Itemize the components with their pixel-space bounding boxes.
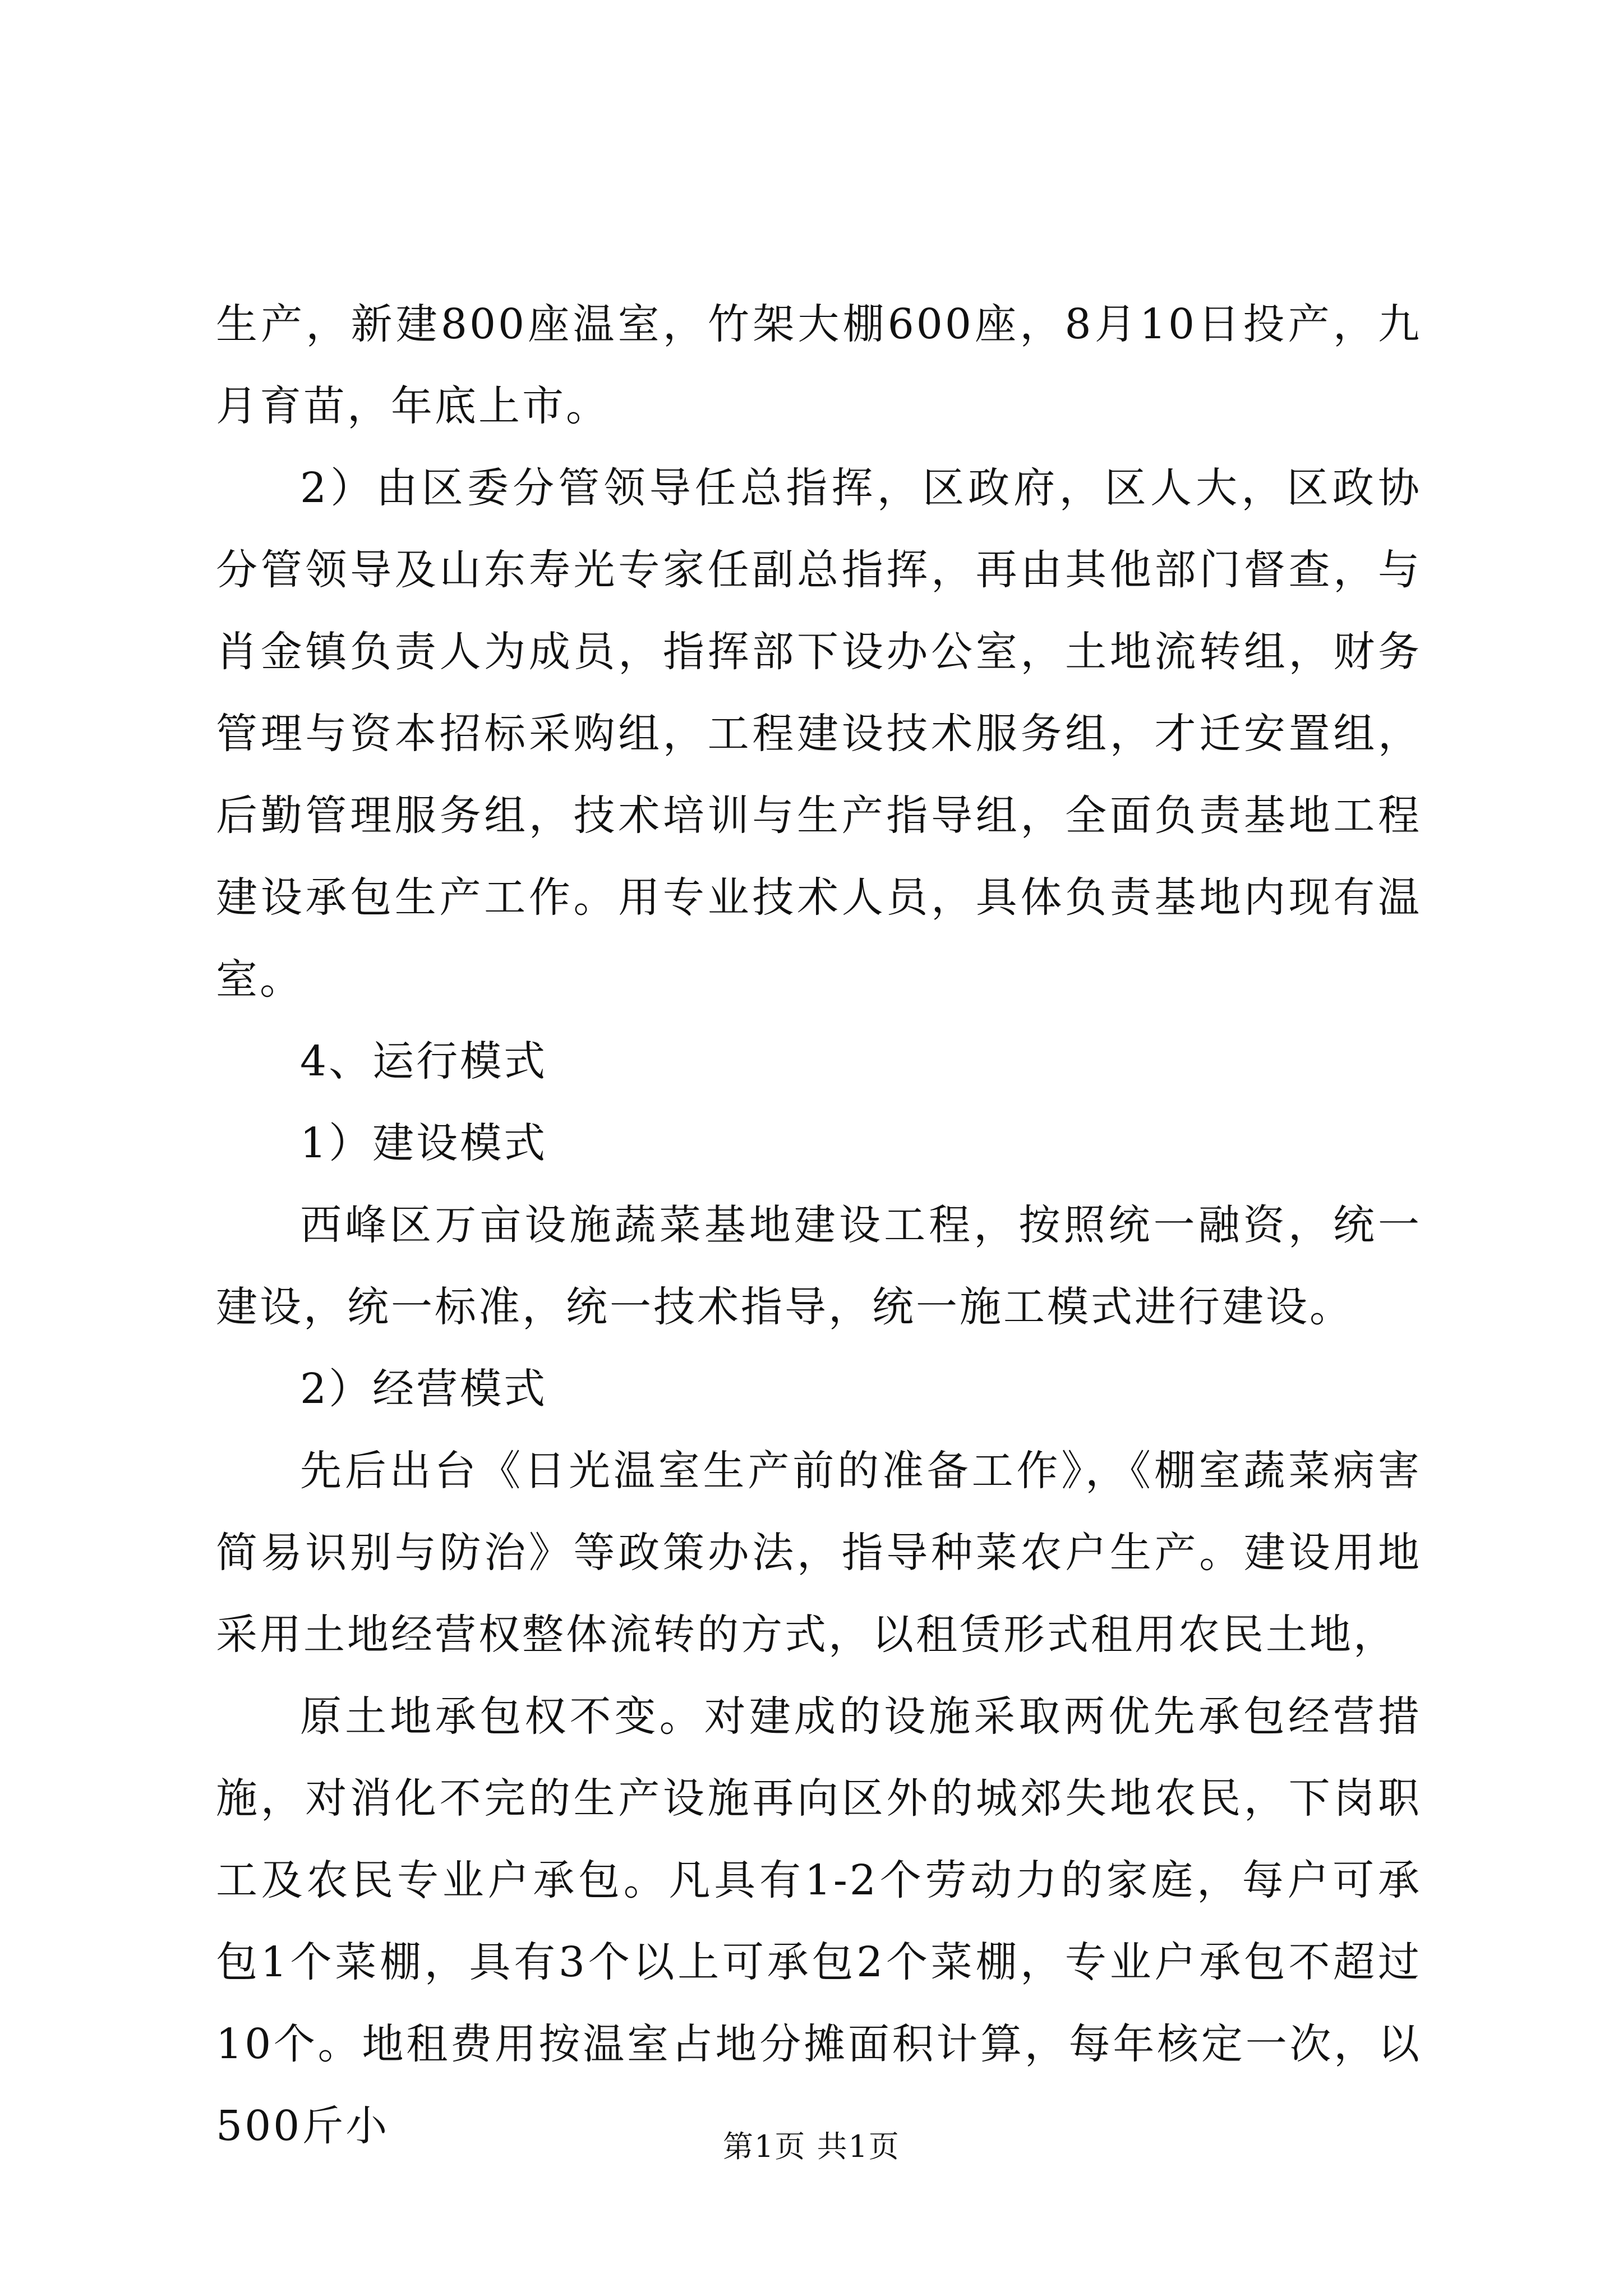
paragraph-1: 生产，新建800座温室，竹架大棚600座，8月10日投产，九月育苗，年底上市。	[216, 300, 1422, 430]
paragraph-business-1: 先后出台《日光温室生产前的准备工作》，《棚室蔬菜病害简易识别与防治》等政策办法，指导种菜农户生产。建设用地采用土地经营权整体流转的方式，以租赁形式租用农民土地，	[216, 1447, 1422, 1659]
page-number-label: 第1页 共1页	[723, 2129, 900, 2164]
subheading-construction-mode: 1）建设模式	[300, 1119, 548, 1167]
subheading-business-mode: 2）经营模式	[300, 1365, 548, 1413]
paragraph-2: 2）由区委分管领导任总指挥，区政府，区人大，区政协分管领导及山东寿光专家任副总指挥，再由其他部门督查，与肖金镇负责人为成员，指挥部下设办公室，土地流转组，财务管理与资本招标采购组，工程建设技术服务组，才迁安置组，后勤管理服务组，技术培训与生产指导组，全面负责基地工程建设承包生产工作。用专业技术人员，具体负责基地内现有温室。	[216, 464, 1422, 1004]
section-heading-operation-mode: 4、运行模式	[300, 1037, 548, 1085]
paragraph-business-2: 原土地承包权不变。对建成的设施采取两优先承包经营措施，对消化不完的生产设施再向区外的城郊失地农民，下岗职工及农民专业户承包。凡具有1-2个劳动力的家庭，每户可承包1个菜棚，具有3个以上可承包2个菜棚，专业户承包不超过10个。地租费用按温室占地分摊面积计算，每年核定一次，以500斤小	[216, 1692, 1422, 2150]
document-body	[216, 283, 1422, 2167]
page-footer	[0, 2127, 1623, 2166]
paragraph-construction: 西峰区万亩设施蔬菜基地建设工程，按照统一融资，统一建设，统一标准，统一技术指导，统一施工模式进行建设。	[216, 1201, 1422, 1331]
